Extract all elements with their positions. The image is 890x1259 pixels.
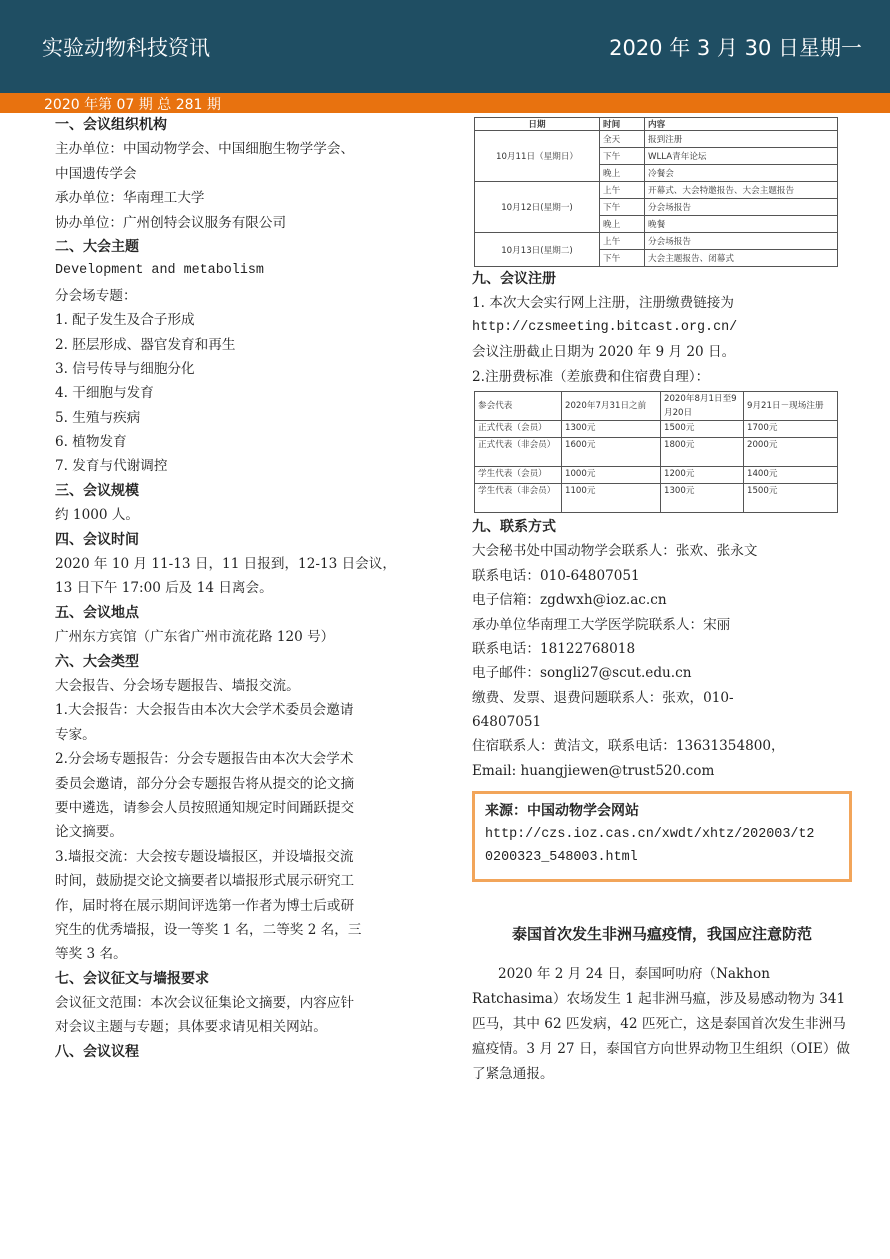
article-body-text: 2020 年 2 月 24 日，泰国呵叻府（Nakhon Ratchasima）农场发生 1 起非洲马瘟，涉及易感动物为 341 匹马，其中 62 匹发病，42 匹死亡，这是泰国首次发生非洲马瘟疫情。3 月 27 日，泰国官方向世界动物卫生组织（OIE）做了紧急通报。	[472, 966, 851, 1083]
text-line: 2020 年 10 月 11-13 日，11 日报到，12-13 日会议，	[55, 556, 396, 573]
text-line: 5. 生殖与疾病	[55, 409, 141, 426]
fee-amount-cell: 1300元	[562, 420, 661, 437]
agenda-cell: 分会场报告	[645, 233, 838, 250]
fee-category-cell: 正式代表（会员）	[475, 420, 562, 437]
fee-header-cell: 2020年7月31日之前	[562, 391, 661, 420]
text-line: 缴费、发票、退费问题联系人：张欢，010-	[472, 689, 734, 706]
fee-category-cell: 学生代表（非会员）	[475, 483, 562, 512]
agenda-cell: 报到注册	[645, 131, 838, 148]
text-line: 协办单位：广州创特会议服务有限公司	[55, 214, 287, 231]
text-line: Development and metabolism	[55, 263, 264, 279]
agenda-date-cell: 10月12日(星期一)	[475, 182, 600, 233]
agenda-cell: 上午	[600, 182, 645, 199]
text-line: 3. 信号传导与细胞分化	[55, 360, 195, 377]
text-line: 64807051	[472, 714, 542, 731]
section-heading: 九、联系方式	[472, 518, 556, 535]
text-line: 主办单位：中国动物学会、中国细胞生物学学会、	[55, 141, 355, 158]
agenda-table	[474, 117, 838, 267]
fee-amount-cell: 1700元	[744, 420, 838, 437]
article-title: 泰国首次发生非洲马瘟疫情，我国应注意防范	[511, 925, 812, 944]
text-line: 13 日下午 17:00 后及 14 日离会。	[55, 580, 273, 597]
agenda-date-cell: 10月13日(星期二)	[475, 233, 600, 267]
agenda-row	[475, 233, 838, 250]
agenda-cell: 晚上	[600, 216, 645, 233]
text-line: 电子信箱：zgdwxh@ioz.ac.cn	[472, 592, 667, 609]
fee-amount-cell: 1500元	[744, 483, 838, 512]
agenda-row	[475, 182, 838, 199]
agenda-cell: 冷餐会	[645, 165, 838, 182]
fee-category-cell: 正式代表（非会员）	[475, 437, 562, 466]
fee-row	[475, 437, 838, 466]
section-heading: 九、会议注册	[472, 271, 556, 287]
source-url[interactable]: http://czs.ioz.cas.cn/xwdt/xhtz/202003/t2	[485, 827, 815, 843]
fee-category-cell: 学生代表（会员）	[475, 466, 562, 483]
fee-amount-cell: 1200元	[661, 466, 744, 483]
agenda-header-cell: 时间	[600, 118, 645, 131]
text-line: 广州东方宾馆（广东省广州市流花路 120 号）	[55, 629, 335, 646]
text-line: 分会场专题：	[55, 287, 137, 304]
text-line: 中国遗传学会	[55, 165, 137, 182]
text-line: 4. 干细胞与发育	[55, 385, 154, 402]
text-line: 作，届时将在展示期间评选第一作者为博士后或研	[55, 897, 355, 914]
text-line: 要中遴选，请参会人员按照通知规定时间踊跃提交	[55, 799, 355, 816]
agenda-cell: 下午	[600, 148, 645, 165]
agenda-cell: 下午	[600, 250, 645, 267]
section-heading: 六、大会类型	[55, 653, 139, 670]
agenda-cell: 全天	[600, 131, 645, 148]
newsletter-title: 实验动物科技资讯	[42, 36, 210, 60]
section-heading: 四、会议时间	[55, 531, 139, 548]
fee-row	[475, 483, 838, 512]
fee-row	[475, 420, 838, 437]
text-line: 等奖 3 名。	[55, 946, 127, 963]
fee-amount-cell: 1400元	[744, 466, 838, 483]
agenda-cell: 上午	[600, 233, 645, 250]
text-line: 联系电话：18122768018	[472, 640, 636, 657]
issue-date: 2020 年 3 月 30 日星期一	[609, 36, 862, 60]
agenda-cell: 开幕式、大会特邀报告、大会主题报告	[645, 182, 838, 199]
text-line: 住宿联系人：黄洁文，联系电话：13631354800，	[472, 738, 785, 755]
section-heading: 一、会议组织机构	[55, 117, 167, 133]
agenda-cell: 大会主题报告、闭幕式	[645, 250, 838, 267]
agenda-header-cell: 日期	[475, 118, 600, 131]
fee-amount-cell: 1600元	[562, 437, 661, 466]
source-label: 来源：中国动物学会网站	[485, 803, 639, 820]
text-line: 大会秘书处中国动物学会联系人：张欢、张永文	[472, 543, 758, 560]
issue-bar	[0, 93, 890, 113]
section-heading: 三、会议规模	[55, 482, 139, 499]
fee-amount-cell: 1300元	[661, 483, 744, 512]
contact-section	[472, 515, 852, 783]
fee-table	[474, 391, 838, 513]
fee-amount-cell: 1000元	[562, 466, 661, 483]
text-line: 电子邮件：songli27@scut.edu.cn	[472, 665, 692, 682]
text-line: 7. 发育与代谢调控	[55, 458, 168, 475]
text-line: 会议征文范围：本次会议征集论文摘要，内容应针	[55, 995, 355, 1012]
text-line: 2. 胚层形成、器官发育和再生	[55, 336, 236, 353]
section-heading: 二、大会主题	[55, 238, 139, 255]
text-line: 专家。	[55, 726, 96, 743]
registration-section	[472, 267, 852, 389]
fee-header-cell: 2020年8月1日至9月20日	[661, 391, 744, 420]
text-line: 约 1000 人。	[55, 507, 140, 524]
text-line: 3.墙报交流：大会按专题设墙报区，并设墙报交流	[55, 848, 354, 865]
text-line: 1. 本次大会实行网上注册，注册缴费链接为	[472, 295, 734, 312]
text-line: 委员会邀请，部分分会专题报告将从提交的论文摘	[55, 775, 355, 792]
text-line: 承办单位：华南理工大学	[55, 190, 205, 207]
text-line: 究生的优秀墙报，设一等奖 1 名，二等奖 2 名，三	[55, 921, 362, 938]
right-column	[472, 113, 852, 1087]
text-line: 大会报告、分会场专题报告、墙报交流。	[55, 677, 300, 694]
section-heading: 五、会议地点	[55, 604, 139, 621]
section-heading: 八、会议议程	[55, 1043, 139, 1060]
fee-amount-cell: 1500元	[661, 420, 744, 437]
text-line: 对会议主题与专题；具体要求请见相关网站。	[55, 1019, 327, 1036]
fee-amount-cell: 1800元	[661, 437, 744, 466]
agenda-row	[475, 131, 838, 148]
newsletter-header	[0, 0, 890, 93]
text-line: 会议注册截止日期为 2020 年 9 月 20 日。	[472, 344, 736, 361]
text-line: 时间，鼓励提交论文摘要者以墙报形式展示研究工	[55, 873, 355, 890]
left-column	[55, 113, 435, 1064]
text-line: 1. 配子发生及合子形成	[55, 312, 195, 329]
text-line: 2.分会场专题报告：分会专题报告由本次大会学术	[55, 751, 354, 768]
text-line: http://czsmeeting.bitcast.org.cn/	[472, 319, 738, 335]
agenda-cell: 分会场报告	[645, 199, 838, 216]
agenda-header-cell: 内容	[645, 118, 838, 131]
text-line: 6. 植物发育	[55, 434, 127, 451]
text-line: 联系电话：010-64807051	[472, 567, 640, 584]
fee-amount-cell: 1100元	[562, 483, 661, 512]
fee-header-cell: 9月21日－现场注册	[744, 391, 838, 420]
fee-row	[475, 466, 838, 483]
section-heading: 七、会议征文与墙报要求	[55, 970, 209, 987]
agenda-cell: 晚餐	[645, 216, 838, 233]
agenda-cell: WLLA青年论坛	[645, 148, 838, 165]
text-line: 论文摘要。	[55, 824, 123, 841]
source-url-cont[interactable]: 0200323_548003.html	[485, 850, 638, 866]
agenda-date-cell: 10月11日（星期日）	[475, 131, 600, 182]
text-line: Email: huangjiewen@trust520.com	[472, 762, 715, 779]
agenda-cell: 晚上	[600, 165, 645, 182]
issue-number: 2020 年第 07 期 总 281 期	[44, 97, 221, 113]
source-box	[472, 791, 852, 882]
text-line: 1.大会报告：大会报告由本次大会学术委员会邀请	[55, 702, 354, 719]
article-body	[472, 962, 852, 1087]
text-line: 2.注册费标准（差旅费和住宿费自理）：	[472, 368, 710, 385]
text-line: 承办单位华南理工大学医学院联系人：宋丽	[472, 616, 731, 633]
agenda-cell: 下午	[600, 199, 645, 216]
fee-header-cell: 参会代表	[475, 391, 562, 420]
fee-amount-cell: 2000元	[744, 437, 838, 466]
